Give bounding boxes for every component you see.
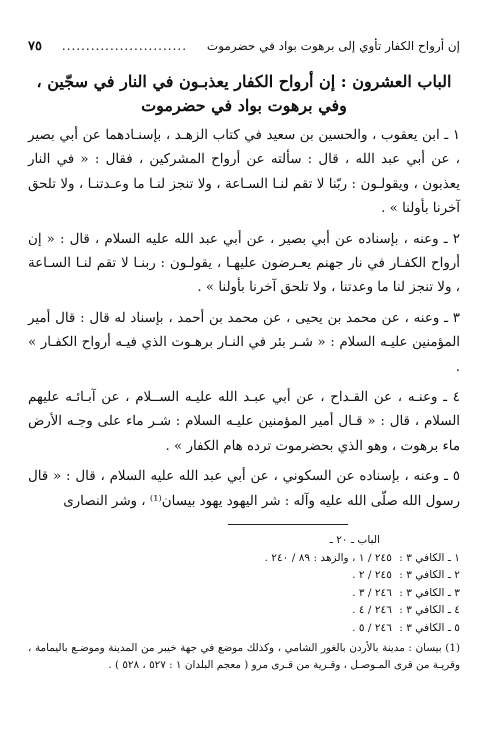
footnote-bisan: (1) بيسان : مدينة بالأردن بالغور الشامي ، وكذلك موضع في جهة خيبر من المدينة وموضـع باليمامة ، وقريـة من قرى المـوصـل ، وقـرية من قـرى مرو ( معجم البلدان ١ : ٥٢٧ ، ٥٢٨ ) . bbox=[28, 642, 460, 671]
hadith-paragraph-5: ٥ ـ وعنه ، بإسناده عن السكوني ، عن أبي عبد الله عليه السلام ، قال : « قال رسول الله صلّى الله عليه وآله : شر اليهود يهود بيسان⁽¹⁾ ، وشر النصارى bbox=[28, 469, 460, 509]
reference-item-1 bbox=[28, 550, 460, 568]
reference-label: ٢ ـ الكافي ٣ : bbox=[399, 569, 460, 582]
chapter-title-line-1: الباب العشرون : إن أرواح الكفار يعذبـون في النار في سجّين ، bbox=[36, 72, 452, 91]
footnote-divider bbox=[228, 524, 348, 525]
reference-item-3 bbox=[28, 585, 460, 603]
leader-dots: .......................... bbox=[61, 39, 188, 53]
reference-pages: ٢٤٥ / ٢ . bbox=[352, 569, 392, 582]
reference-pages: ٢٤٦ / ٤ . bbox=[352, 604, 392, 617]
hadith-paragraph-1: ١ ـ ابن يعقوب ، والحسين بن سعيد في كتاب الزهـد ، بإسنـادهما عن أبي بصير ، عن أبي عبد الله ، قال : سألته عن أرواح المشركين ، فقال : « في النار يعذبون ، ويقولـون : ربّنا لا تقم لنـا السـاعة ، ولا تنجز لنـا ما وعـدتنـا ، ولا تلحق آخرنا بأولنا » . bbox=[28, 128, 460, 217]
reference-label: ١ ـ الكافي ٣ : bbox=[399, 551, 460, 564]
references-block bbox=[28, 532, 460, 638]
reference-label: ٤ ـ الكافي ٣ : bbox=[399, 604, 460, 617]
running-title: إن أرواح الكفار تأوي إلى برهوت بواد في حضرموت bbox=[206, 39, 460, 53]
page-number: ٧٥ bbox=[28, 39, 42, 54]
reference-label: ٥ ـ الكافي ٣ : bbox=[399, 621, 460, 634]
reference-pages: ٢٤٥ / ١ ، والزهد : ٨٩ / ٢٤٠ . bbox=[264, 551, 392, 564]
running-header bbox=[28, 38, 460, 55]
chapter-title-line-2: وفي برهوت بواد في حضرموت bbox=[141, 96, 347, 115]
reference-label: ٣ ـ الكافي ٣ : bbox=[399, 586, 460, 599]
hadith-paragraph-4: ٤ ـ وعنـه ، عن القـداح ، عن أبي عبـد الله عليـه الســلام ، عن آبـائـه عليهم السلام ، قال : « قـال أمير المؤمنين عليـه السلام : شـر ماء على وجـه الأرض ماء برهوت ، وهو الذي بحضرموت ترده هام الكفار » . bbox=[28, 390, 460, 454]
reference-item-5 bbox=[28, 620, 460, 638]
references-heading: الباب ـ ٢٠ ـ bbox=[329, 534, 380, 546]
body-text bbox=[28, 124, 460, 520]
reference-pages: ٢٤٦ / ٥ . bbox=[352, 621, 392, 634]
reference-pages: ٢٤٦ / ٣ . bbox=[352, 586, 392, 599]
reference-item-2 bbox=[28, 567, 460, 585]
chapter-title bbox=[28, 70, 460, 118]
hadith-paragraph-3: ٣ ـ وعنه ، عن محمد بن يحيى ، عن محمد بن أحمد ، بإسناد له قال : قال أمير المؤمنين عليـه السلام : « شـر بئر في النـار برهـوت الذي فيـه أرواح الكفـار » . bbox=[28, 310, 460, 375]
reference-item-4 bbox=[28, 602, 460, 620]
hadith-paragraph-2: ٢ ـ وعنه ، بإسناده عن أبي بصير ، عن أبي عبد الله عليه السلام ، قال : « إن أرواح الكفـار في نار جهنم يعـرضون عليهـا ، يقولـون : ربنـا لا تقم لنـا السـاعة ، ولا تنجز لنا ما وعدتنا ، ولا تلحق آخرنا بأولنا » . bbox=[28, 231, 460, 296]
